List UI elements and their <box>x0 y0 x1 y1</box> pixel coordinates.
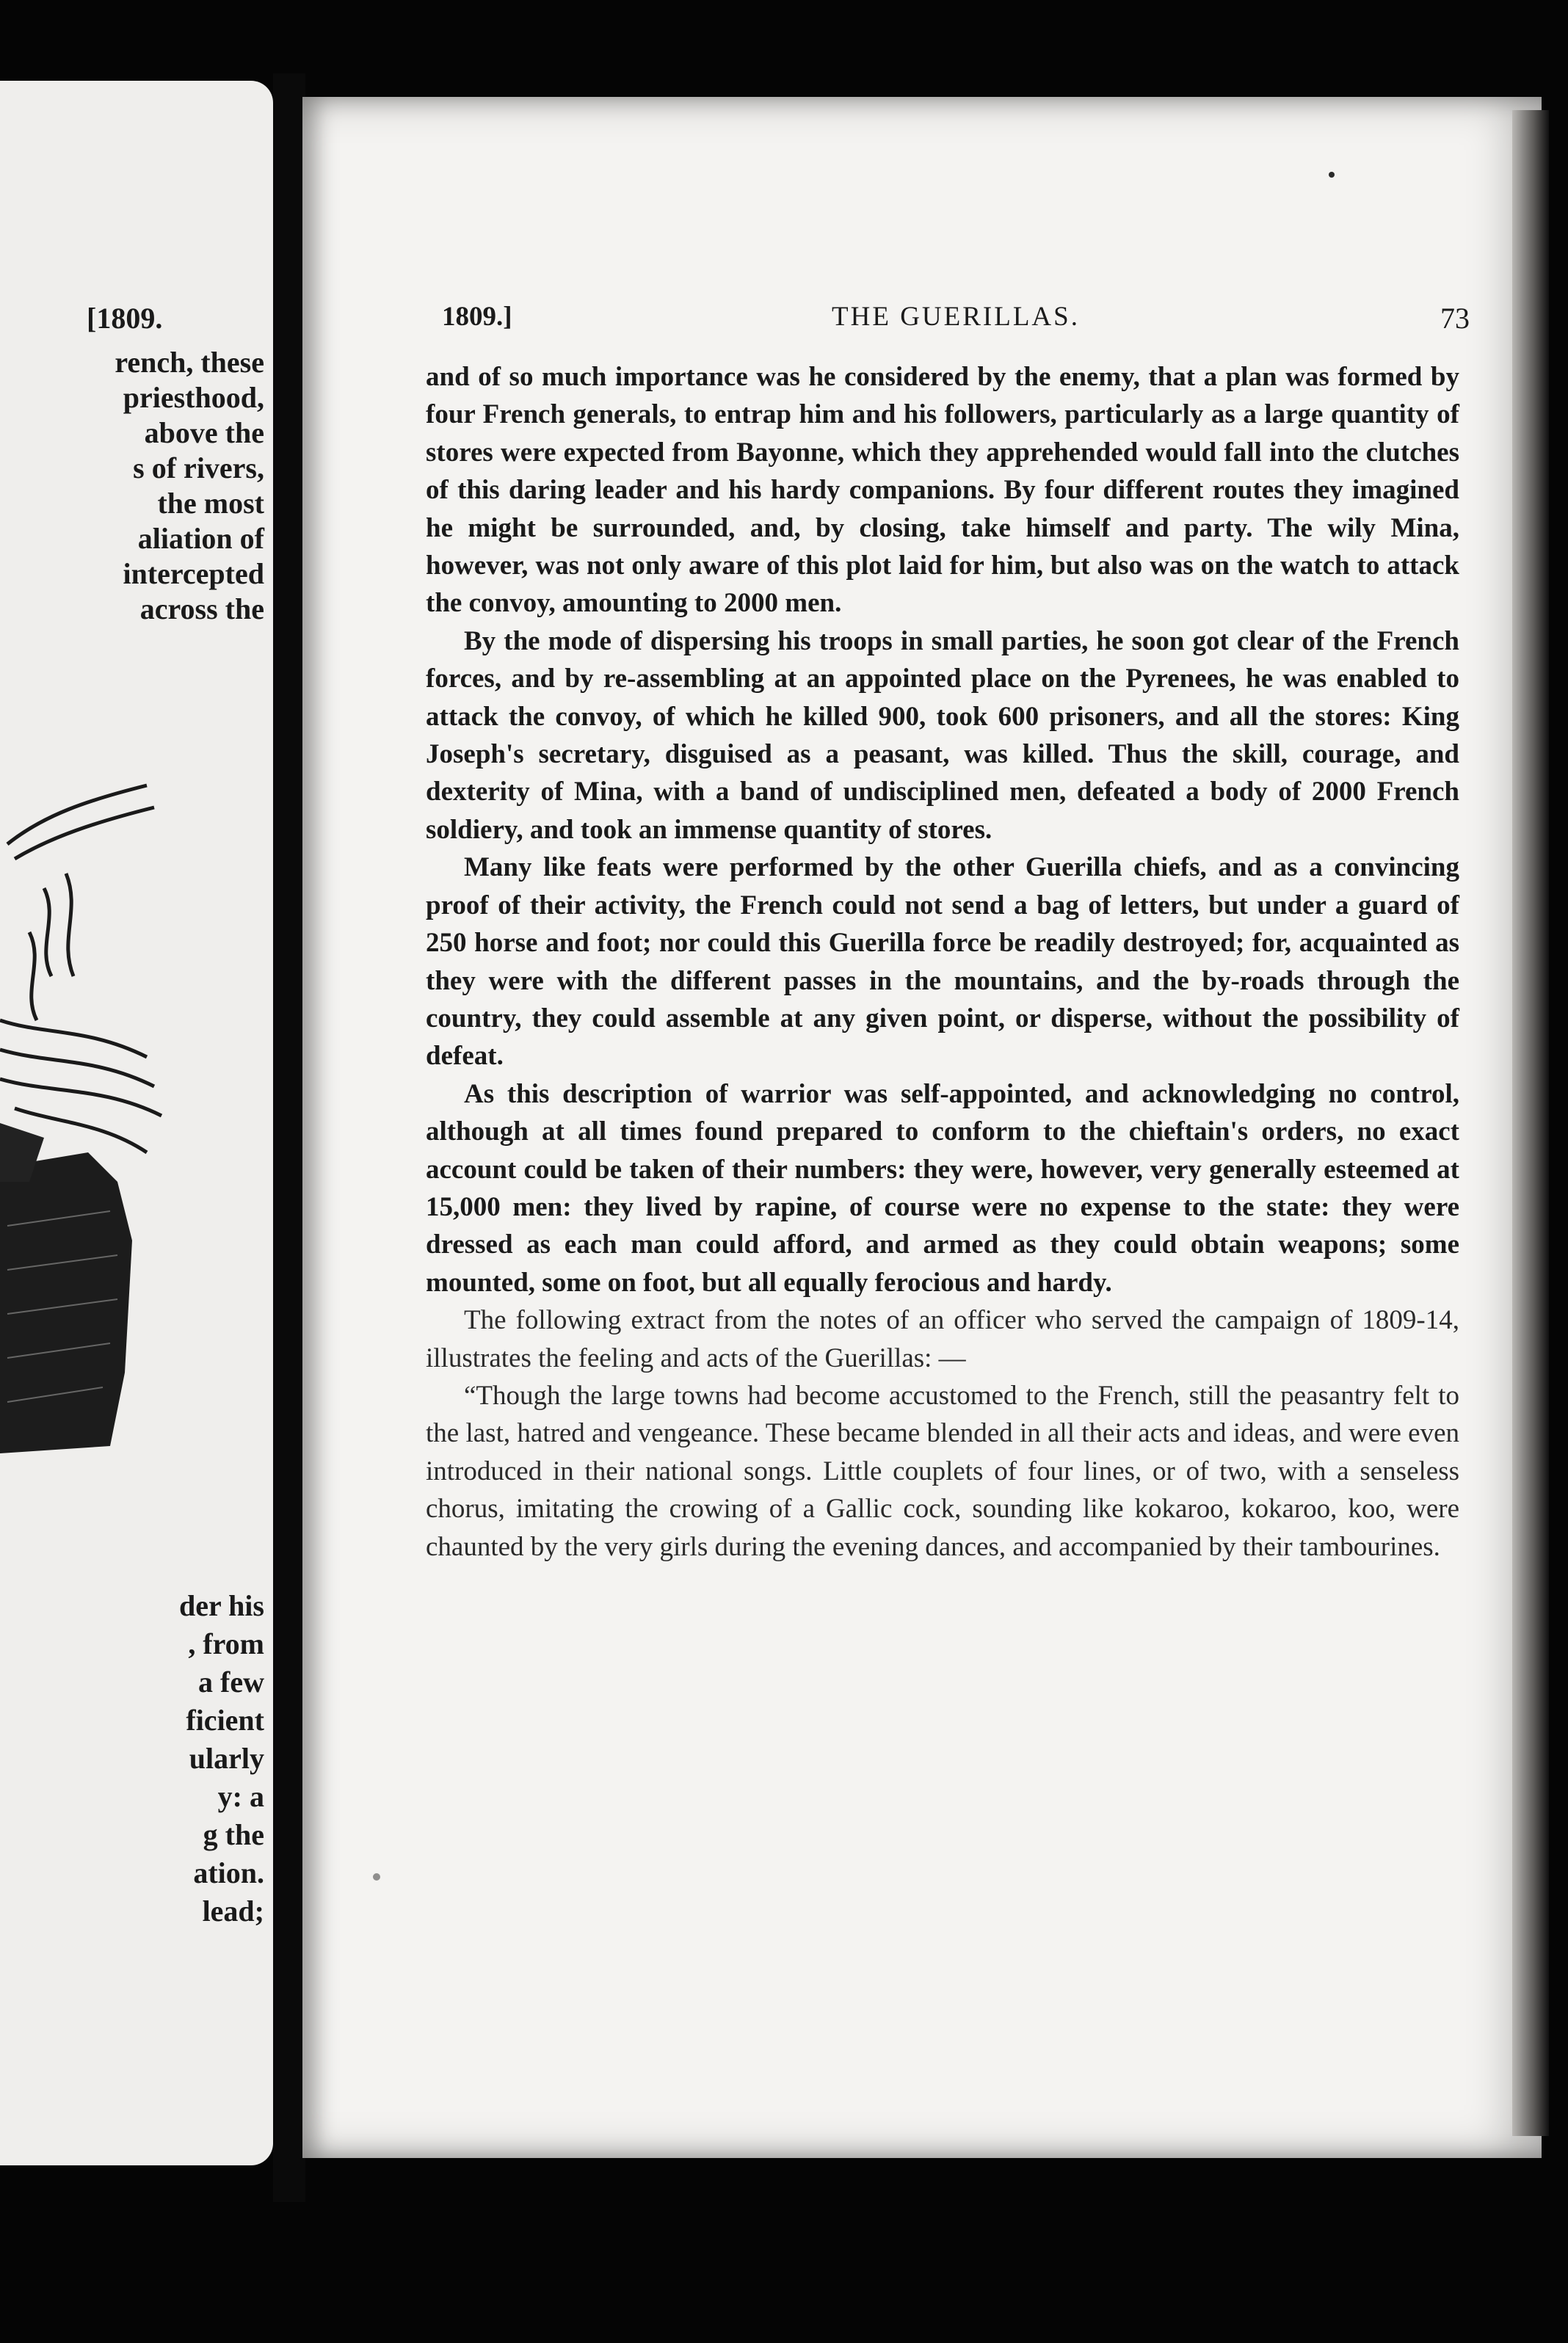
paragraph: The following extract from the notes of an officer who served the campaign of 1809-14, illustrates the feeling and acts of the Guerillas: — <box>426 1305 1459 1373</box>
left-page-header: [1809. <box>87 302 163 335</box>
book-gutter <box>273 73 305 2202</box>
running-head-year: 1809.] <box>442 302 512 332</box>
left-line: ularly <box>189 1742 264 1775</box>
page-edge-shadow <box>1512 110 1549 2136</box>
paragraph-quotation: “Though the large towns had become accustomed to the French, still the peasantry felt to the last, hatred and vengeance. These became blended in all their acts and ideas, and were even introduced in their national songs. Little couplets of four lines, or of two, with a senseless chorus, imitating the crowing of a Gallic cock, sounding like kokaroo, kokaroo, koo, were chaunted by the very girls during the evening dances, and accompanied by their tambourines. <box>426 1380 1459 1562</box>
page-number: 73 <box>1440 302 1470 335</box>
left-line: y: a <box>217 1780 264 1813</box>
right-page <box>302 97 1542 2158</box>
left-line: rench, these <box>115 346 264 379</box>
left-line: above the <box>144 416 264 449</box>
left-line: ficient <box>186 1704 264 1737</box>
left-line: der his <box>179 1589 264 1622</box>
left-line: ation. <box>193 1856 264 1889</box>
paragraph: and of so much importance was he considered by the enemy, that a plan was formed by four French generals, to entrap him and his followers, particularly as a large quantity of stores were expected from Bayonne, which they apprehended would fall into the clutches of this daring leader and his hardy companions. By four different routes they imagined he might be surrounded, and, by closing, take himself and party. The wily Mina, however, was not only aware of this plot laid for him, but also was on the watch to attack the convoy, amounting to 2000 men. <box>426 362 1459 619</box>
left-line: aliation of <box>137 522 264 555</box>
left-line: across the <box>139 592 264 625</box>
left-line: lead; <box>202 1895 264 1928</box>
left-line: a few <box>198 1665 264 1699</box>
paper-speck <box>373 1873 380 1881</box>
left-line: intercepted <box>123 557 264 590</box>
left-line: , from <box>188 1627 264 1660</box>
running-head <box>442 301 1470 338</box>
paragraph: As this description of warrior was self-appointed, and acknowledging no control, although at all times found prepared to conform to the chieftain's orders, no exact account could be taken of their numbers: they were, however, very generally esteemed at 15,000 men: they lived by rapine, of course were no expense to the state: they were dressed as each man could afford, and armed as they could obtain weapons; some mounted, some on foot, but all equally ferocious and hardy. <box>426 1078 1459 1298</box>
left-line: the most <box>157 487 264 520</box>
left-line: priesthood, <box>123 381 264 414</box>
page-body <box>426 358 1459 1566</box>
paper-speck <box>1329 172 1335 178</box>
paragraph: By the mode of dispersing his troops in small parties, he soon got clear of the French forces, and by re-assembling at an appointed place on the Pyrenees, he was enabled to attack the convoy, of which he killed 900, took 600 prisoners, and all the stores: King Joseph's secretary, disguised as a peasant, was killed. Thus the skill, courage, and dexterity of Mina, with a band of undisciplined men, defeated a body of 2000 French soldiery, and took an immense quantity of stores. <box>426 625 1459 845</box>
running-head-title: THE GUERILLAS. <box>832 302 1080 332</box>
engraving-illustration <box>0 712 184 1549</box>
paragraph: Many like feats were performed by the other Guerilla chiefs, and as a convincing proof of their activity, the French could not send a bag of letters, but under a guard of 250 horse and foot; nor could this Guerilla force be readily destroyed; for, acquainted as they were with the different passes in the mountains, and the by-roads through the country, they could assemble at any given point, or disperse, without the possibility of defeat. <box>426 852 1459 1072</box>
left-page-text-top <box>115 345 264 627</box>
left-page-text-bottom <box>179 1587 264 1930</box>
left-page-fragment <box>0 81 273 2165</box>
left-line: g the <box>203 1818 264 1851</box>
left-line: s of rivers, <box>133 451 264 484</box>
